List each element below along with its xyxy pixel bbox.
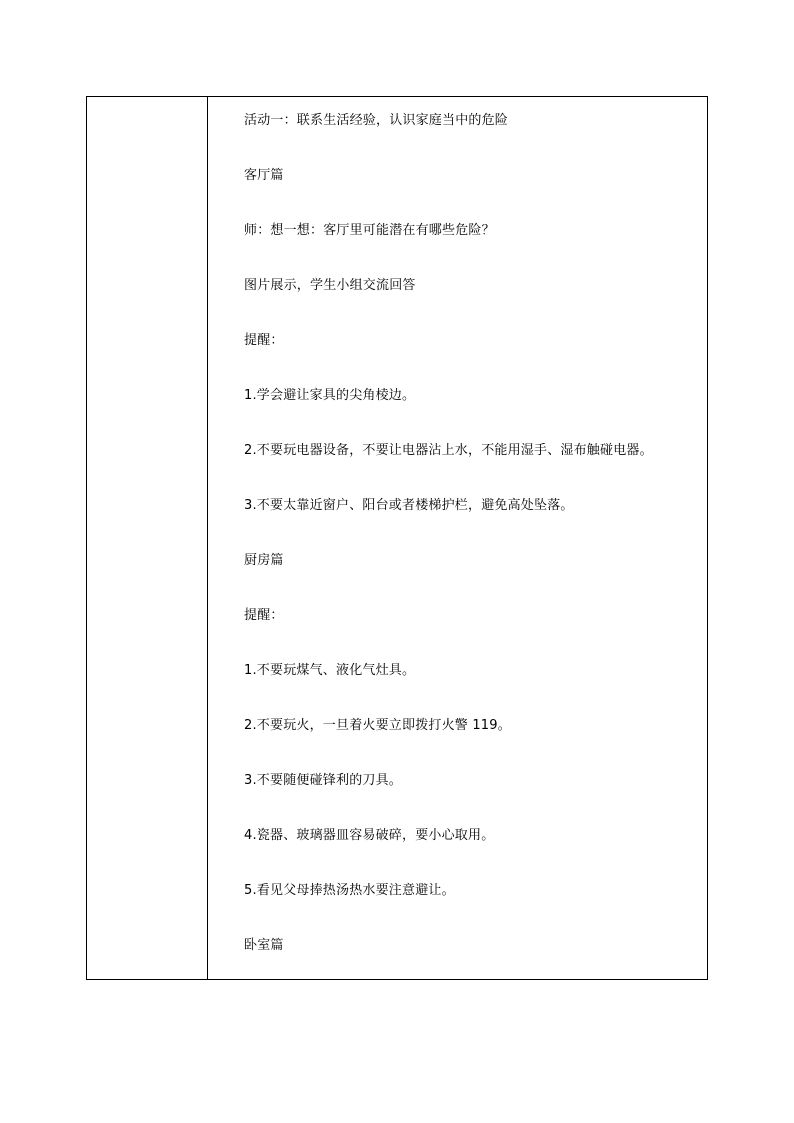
activity-heading: 活动一：联系生活经验，认识家庭当中的危险 — [244, 113, 509, 128]
living-room-tip-1: 1.学会避让家具的尖角棱边。 — [244, 388, 416, 403]
kitchen-tip-4: 4.瓷器、玻璃器皿容易破碎，要小心取用。 — [244, 828, 495, 843]
kitchen-tip-5: 5.看见父母捧热汤热水要注意避让。 — [244, 883, 455, 898]
teacher-question: 师：想一想：客厅里可能潜在有哪些危险？ — [244, 223, 495, 238]
kitchen-tip-3: 3.不要随便碰锋利的刀具。 — [244, 773, 403, 788]
reminder-label: 提醒： — [244, 608, 284, 623]
living-room-tip-2: 2.不要玩电器设备，不要让电器沾上水，不能用湿手、湿布触碰电器。 — [244, 443, 653, 458]
section-living-room: 客厅篇 — [244, 168, 284, 183]
lesson-table — [86, 96, 708, 980]
table-content-column — [208, 97, 707, 979]
section-bedroom: 卧室篇 — [244, 938, 284, 953]
kitchen-tip-1: 1.不要玩煤气、液化气灶具。 — [244, 663, 416, 678]
kitchen-tip-2: 2.不要玩火，一旦着火要立即拨打火警 119。 — [244, 718, 511, 733]
living-room-tip-3: 3.不要太靠近窗户、阳台或者楼梯护栏，避免高处坠落。 — [244, 498, 574, 513]
table-left-column — [87, 97, 208, 979]
section-kitchen: 厨房篇 — [244, 553, 284, 568]
reminder-label: 提醒： — [244, 333, 284, 348]
picture-display-note: 图片展示，学生小组交流回答 — [244, 278, 416, 293]
